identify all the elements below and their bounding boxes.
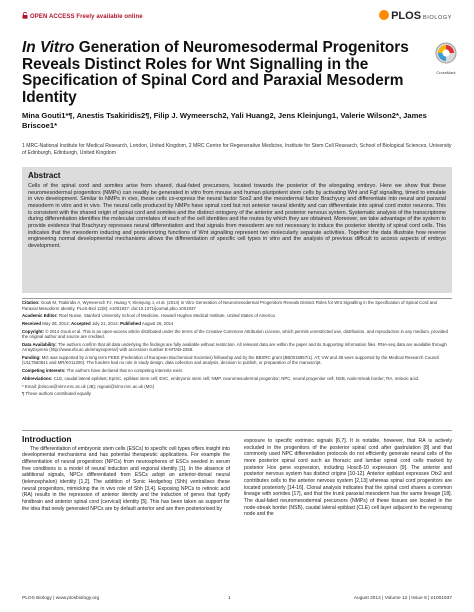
article-metadata <box>22 300 452 399</box>
introduction-heading: Introduction <box>22 434 72 444</box>
intro-left-column <box>22 436 230 512</box>
received-date: May 28, 2014; <box>42 320 70 326</box>
intro-right-paragraph: exposure to specific extrinsic signals [6,7]. It is notable, however, that RA is actively excluded in the progenitors of the posterior spinal cord after gastrulation [8] and that commonly used NPC differentiation protocols do not efficiently generate neural cells of the more posterior spinal cord such as thoracic and lumbar spinal cord cells marked by posterior Hox gene expression, including Hoxc8-10 expression [9]. The anterior and posterior nervous system has distinct origins [10-12]. Anterior epiblast expresses Otx2 and contributes cells to the anterior nervous system [2,13] whereas spinal cord progenitors are located posteriorly [14-16]. Clonal analysis indicates that the spinal cord shares a common lineage with somites [17], and that the trunk paraxial mesoderm has the same lineage [18]. The dual-fated neuromesodermal precursors (NMPs) of these tissues are located in the node-streak border (NSB), caudal lateral epiblast (CLE) cell layer adjacent to the regressing node and the <box>244 438 452 518</box>
abstract-box <box>22 167 452 293</box>
funding-line <box>22 355 452 366</box>
plos-brand: PLOS <box>391 10 422 22</box>
affiliation-line: 1 MRC-National Institute for Medical Research, London, United Kingdom, 2 MRC Centre for Regenerative Medicine, Institute for Stem Cell Research, School of Biological Sciences, University of Edinburgh, Edinburgh, United Kingdom <box>22 143 452 156</box>
intro-left-paragraph: The differentiation of embryonic stem cells (ESCs) to specific cell types offers insight into developmental mechanisms and has potential therapeutic applications. For example the differentiation of neural progenitors (NPCs) from neurospheres of ESCs seeded in serum free conditions is a model of neural induction and regional identity [1]. In the absence of additional signals, NPCs differentiated from ESCs adopt an anterior-dorsal neural (telencephalon) identity [1,2]. The addition of Sonic Hedgehog (Shh) ventralises these neural progenitors, mimicking the in vivo role of Shh [3,4]. Exposing NPCs to retinoic acid (RA) results in the repression of anterior identity and the induction of genes that typify hindbrain and anterior spinal cord (cervical) identity [5]. This has been taken as support for the idea that newly generated NPCs are by default anterior and are then posteriorised by <box>22 445 230 512</box>
published-label: Published <box>120 320 141 326</box>
abbreviations-text: CLE, caudal lateral epiblast; EpiSC, epiblast stem cell; ESC, embryonic stem cell; NMP, neuromesodermal progenitor; NPC, neural progenitor cell; NSB, node-streak border; RA, retinoic acid. <box>53 375 420 381</box>
funding-text: MG was supported by a long term FEBS (Federation of European Biochemical Societies) fellowship and by the BBSRC grant (BB/I015957/1). AT, VW and JB were supported by the Medical Research Council (U117560541 and MR/K011200). The funders had no role in study design, data collection and analysis, decision to publish, or preparation of the manuscript. <box>22 354 440 366</box>
top-bar <box>22 10 452 26</box>
affiliations <box>22 143 452 157</box>
editor-label: Academic Editor: <box>22 313 58 319</box>
divider-top <box>22 298 452 299</box>
title-rest: Generation of Neuromesodermal Progenitors Reveals Distinct Roles for Wnt Signalling in the Specification of Spinal Cord and Paraxial Mesoderm Identity <box>22 39 409 106</box>
footer-issue: August 2014 | Volume 12 | Issue 8 | e1001937 <box>353 596 452 601</box>
copyright-line <box>22 329 452 340</box>
article-title <box>22 40 427 106</box>
accepted-date: July 21, 2014; <box>91 320 119 326</box>
abbreviations-label: Abbreviations: <box>22 375 53 381</box>
crossmark-label: CrossMark <box>436 70 456 75</box>
journal-name: BIOLOGY <box>423 15 452 21</box>
email-line <box>22 384 452 390</box>
funding-label: Funding: <box>22 354 41 360</box>
editor-line <box>22 313 452 319</box>
competing-interests-text: The authors have declared that no competing interests exist. <box>66 368 183 374</box>
title-italic-part: In Vitro <box>22 39 75 56</box>
open-access-lock-icon <box>22 12 28 19</box>
abstract-text: Cells of the spinal cord and somites arise from shared, dual-fated precursors, located towards the posterior of the elongating embryo. Here we show that these neuromesodermal progenitors (NMPs) can readily be generated in vitro from mouse and human pluripotent stem cells by activating Wnt and Fgf signalling, timed to emulate in vivo development. Similar to NMPs in vivo, these cells co-express the neural factor Sox2 and the mesodermal factor Brachyury and differentiate into neural and paraxial mesoderm in vitro and in vivo. The neural cells produced by NMPs have spinal cord but not anterior neural identity and can differentiate into spinal cord motor neurons. This is consistent with the shared origin of spinal cord and somites and the distinct ontogeny of the anterior and posterior nervous system. Systematic analysis of the transcriptome during differentiation identifies the molecular correlates of each of the cell identities and the routes by which they are obtained. Moreover, we take advantage of the system to provide evidence that Brachyury represses neural differentiation and that signals from mesoderm are not necessary to induce the posterior identity of spinal cord cells. This indicates that the mesoderm inducing and posteriorizing functions of Wnt signalling represent two molecularly separate activities. Together the data illustrate how reverse engineering normal developmental mechanisms allows the differentiation of specific cell types in vitro and the analysis of previous difficult to access aspects of embryo development. <box>28 183 446 249</box>
abstract-heading: Abstract <box>28 171 61 180</box>
plos-logo-icon <box>379 10 389 20</box>
email-link[interactable]: jbriscoe@nimr.mrc.ac.uk (JB); mgouti@nimr.mrc.ac.uk (MG) <box>38 383 155 389</box>
divider-bottom <box>22 430 452 431</box>
open-access-text: OPEN ACCESS Freely available online <box>30 14 143 20</box>
open-access-label <box>22 12 143 20</box>
equal-contribution-line: ¶ These authors contributed equally <box>22 391 91 397</box>
accepted-label: Accepted <box>71 320 91 326</box>
author-list <box>22 111 452 132</box>
citation-label: Citation: <box>22 300 40 305</box>
abbreviations-line <box>22 376 452 382</box>
footer-journal: PLOS Biology | www.plosbiology.org <box>22 596 100 601</box>
page-number: 1 <box>228 596 231 601</box>
editor-text: Roel Nusse, Stanford University School of Medicine, Howard Hughes Medical Institute, United States of America <box>58 313 275 319</box>
competing-interests-line <box>22 368 452 374</box>
citation-line <box>22 300 452 311</box>
plos-logo <box>379 10 452 22</box>
citation-text: Gouti M, Tsakiridis A, Wymeersch FJ, Huang Y, Kleinjung J, et al. (2014) In Vitro Generation of Neuromesodermal Progenitors Reveals Distinct Roles for Wnt Signalling in the Specification of Spinal Cord and Paraxial Mesoderm Identity. PLoS Biol 12(8): e1001937. doi:10.1371/journal.pbio.1001937 <box>22 300 437 311</box>
dates-line <box>22 321 452 327</box>
data-availability-text: The authors confirm that all data underlying the findings are fully available without restriction. All relevant data are within the paper and its Supporting Information files. RNA-seq data are available through ArrayExpress (http://www.ebi.ac.uk/arrayexpress/) with accession number E-MTAB-2268. <box>22 341 447 353</box>
received-label: Received <box>22 320 42 326</box>
data-availability-line <box>22 342 452 353</box>
copyright-text: © 2014 Gouti et al. This is an open-access article distributed under the terms of the Creative Commons Attribution License, which permits unrestricted use, distribution, and reproduction in any medium, provided the original author and source are credited. <box>22 328 448 340</box>
crossmark-icon <box>435 42 457 64</box>
crossmark-badge[interactable] <box>433 42 459 75</box>
authors-line: Mina Gouti1*¶, Anestis Tsakiridis2¶, Filip J. Wymeersch2, Yali Huang2, Jens Kleinjung1, Valerie Wilson2*, James Briscoe1* <box>22 111 427 131</box>
competing-interests-label: Competing interests: <box>22 368 66 374</box>
data-availability-label: Data Availability: <box>22 341 57 347</box>
intro-right-column <box>244 438 452 518</box>
published-date: August 26, 2014 <box>141 320 174 326</box>
email-label: * Email: <box>22 383 37 389</box>
copyright-label: Copyright: <box>22 328 44 334</box>
